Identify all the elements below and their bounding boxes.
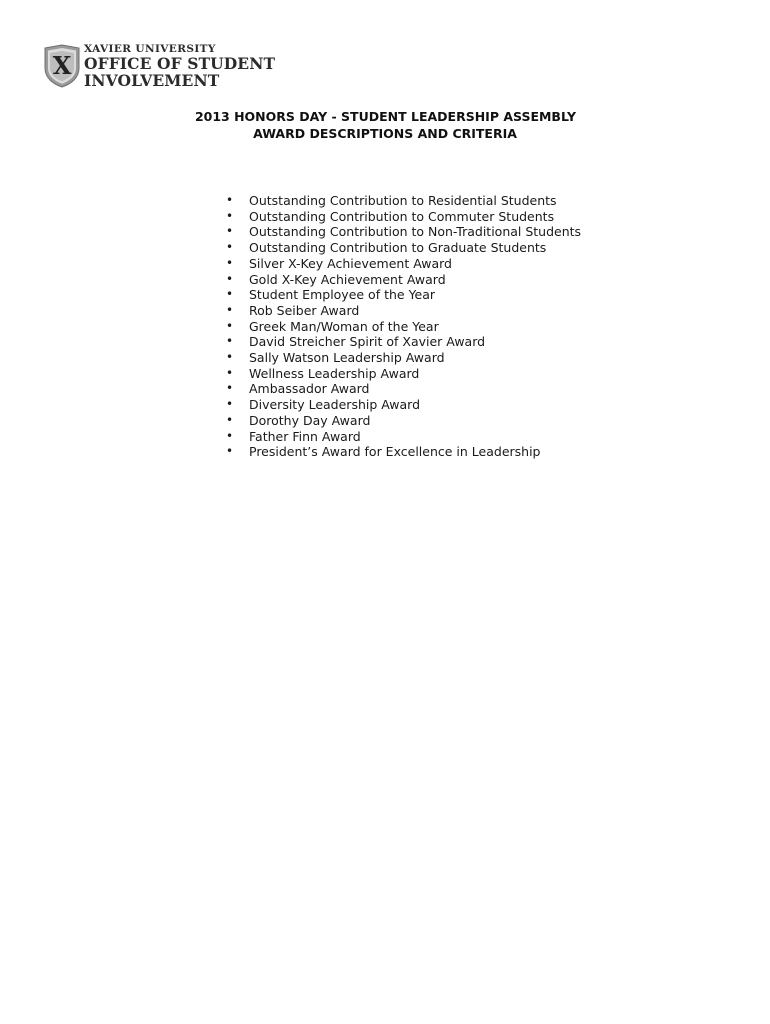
bullet-icon: • xyxy=(226,224,234,239)
award-list-item xyxy=(223,287,581,303)
award-name: President’s Award for Excellence in Leadership xyxy=(249,444,541,460)
award-list-item xyxy=(223,334,581,350)
award-list-item xyxy=(223,429,581,445)
bullet-icon: • xyxy=(226,302,234,317)
award-list-item xyxy=(223,256,581,272)
office-logo xyxy=(43,43,283,95)
office-name-line2: INVOLVEMENT xyxy=(84,71,220,90)
awards-list xyxy=(223,193,581,460)
award-list-item xyxy=(223,209,581,225)
award-name: Outstanding Contribution to Residential Students xyxy=(249,193,557,208)
award-list-item xyxy=(223,397,581,413)
bullet-icon: • xyxy=(226,412,234,427)
award-name: Outstanding Contribution to Commuter Students xyxy=(249,208,555,224)
award-list-item xyxy=(223,413,581,429)
award-name: Silver X-Key Achievement Award xyxy=(249,255,452,271)
award-name: Outstanding Contribution to Non-Traditional Students xyxy=(249,224,582,240)
award-name: Sally Watson Leadership Award xyxy=(249,350,445,366)
award-list-item xyxy=(223,350,581,366)
bullet-icon: • xyxy=(226,381,234,396)
bullet-icon: • xyxy=(226,193,234,207)
award-name: Outstanding Contribution to Graduate Students xyxy=(249,240,547,256)
document-title xyxy=(0,109,770,142)
award-list-item xyxy=(223,303,581,319)
bullet-icon: • xyxy=(226,334,234,349)
office-name-line1: OFFICE OF STUDENT xyxy=(84,54,276,73)
bullet-icon: • xyxy=(226,318,234,333)
bullet-icon: • xyxy=(226,444,234,459)
bullet-icon: • xyxy=(226,397,234,412)
award-list-item xyxy=(223,224,581,240)
award-name: Ambassador Award xyxy=(249,381,370,397)
title-line2: AWARD DESCRIPTIONS AND CRITERIA xyxy=(253,125,517,141)
award-name: Rob Seiber Award xyxy=(249,302,360,318)
bullet-icon: • xyxy=(226,208,234,223)
xavier-shield-icon xyxy=(43,44,81,88)
bullet-icon: • xyxy=(226,365,234,380)
award-list-item xyxy=(223,444,581,460)
bullet-icon: • xyxy=(226,255,234,270)
logo-text xyxy=(84,43,275,89)
shield-letter: X xyxy=(52,51,72,80)
bullet-icon: • xyxy=(226,350,234,365)
award-name: Dorothy Day Award xyxy=(249,412,371,428)
bullet-icon: • xyxy=(226,240,234,255)
award-name: Father Finn Award xyxy=(249,428,361,444)
university-name: XAVIER UNIVERSITY xyxy=(84,43,216,55)
bullet-icon: • xyxy=(226,287,234,302)
award-name: Gold X-Key Achievement Award xyxy=(249,271,446,287)
award-list-item xyxy=(223,319,581,335)
bullet-icon: • xyxy=(226,271,234,286)
award-name: Diversity Leadership Award xyxy=(249,397,421,413)
award-name: Wellness Leadership Award xyxy=(249,365,420,381)
award-name: Student Employee of the Year xyxy=(249,287,436,303)
award-list-item xyxy=(223,240,581,256)
award-name: David Streicher Spirit of Xavier Award xyxy=(249,334,486,350)
award-list-item xyxy=(223,193,581,209)
bullet-icon: • xyxy=(226,428,234,443)
award-list-item xyxy=(223,366,581,382)
award-list-item xyxy=(223,272,581,288)
award-name: Greek Man/Woman of the Year xyxy=(249,318,439,334)
title-line1: 2013 HONORS DAY - STUDENT LEADERSHIP ASSEMBLY xyxy=(194,109,577,124)
award-list-item xyxy=(223,381,581,397)
